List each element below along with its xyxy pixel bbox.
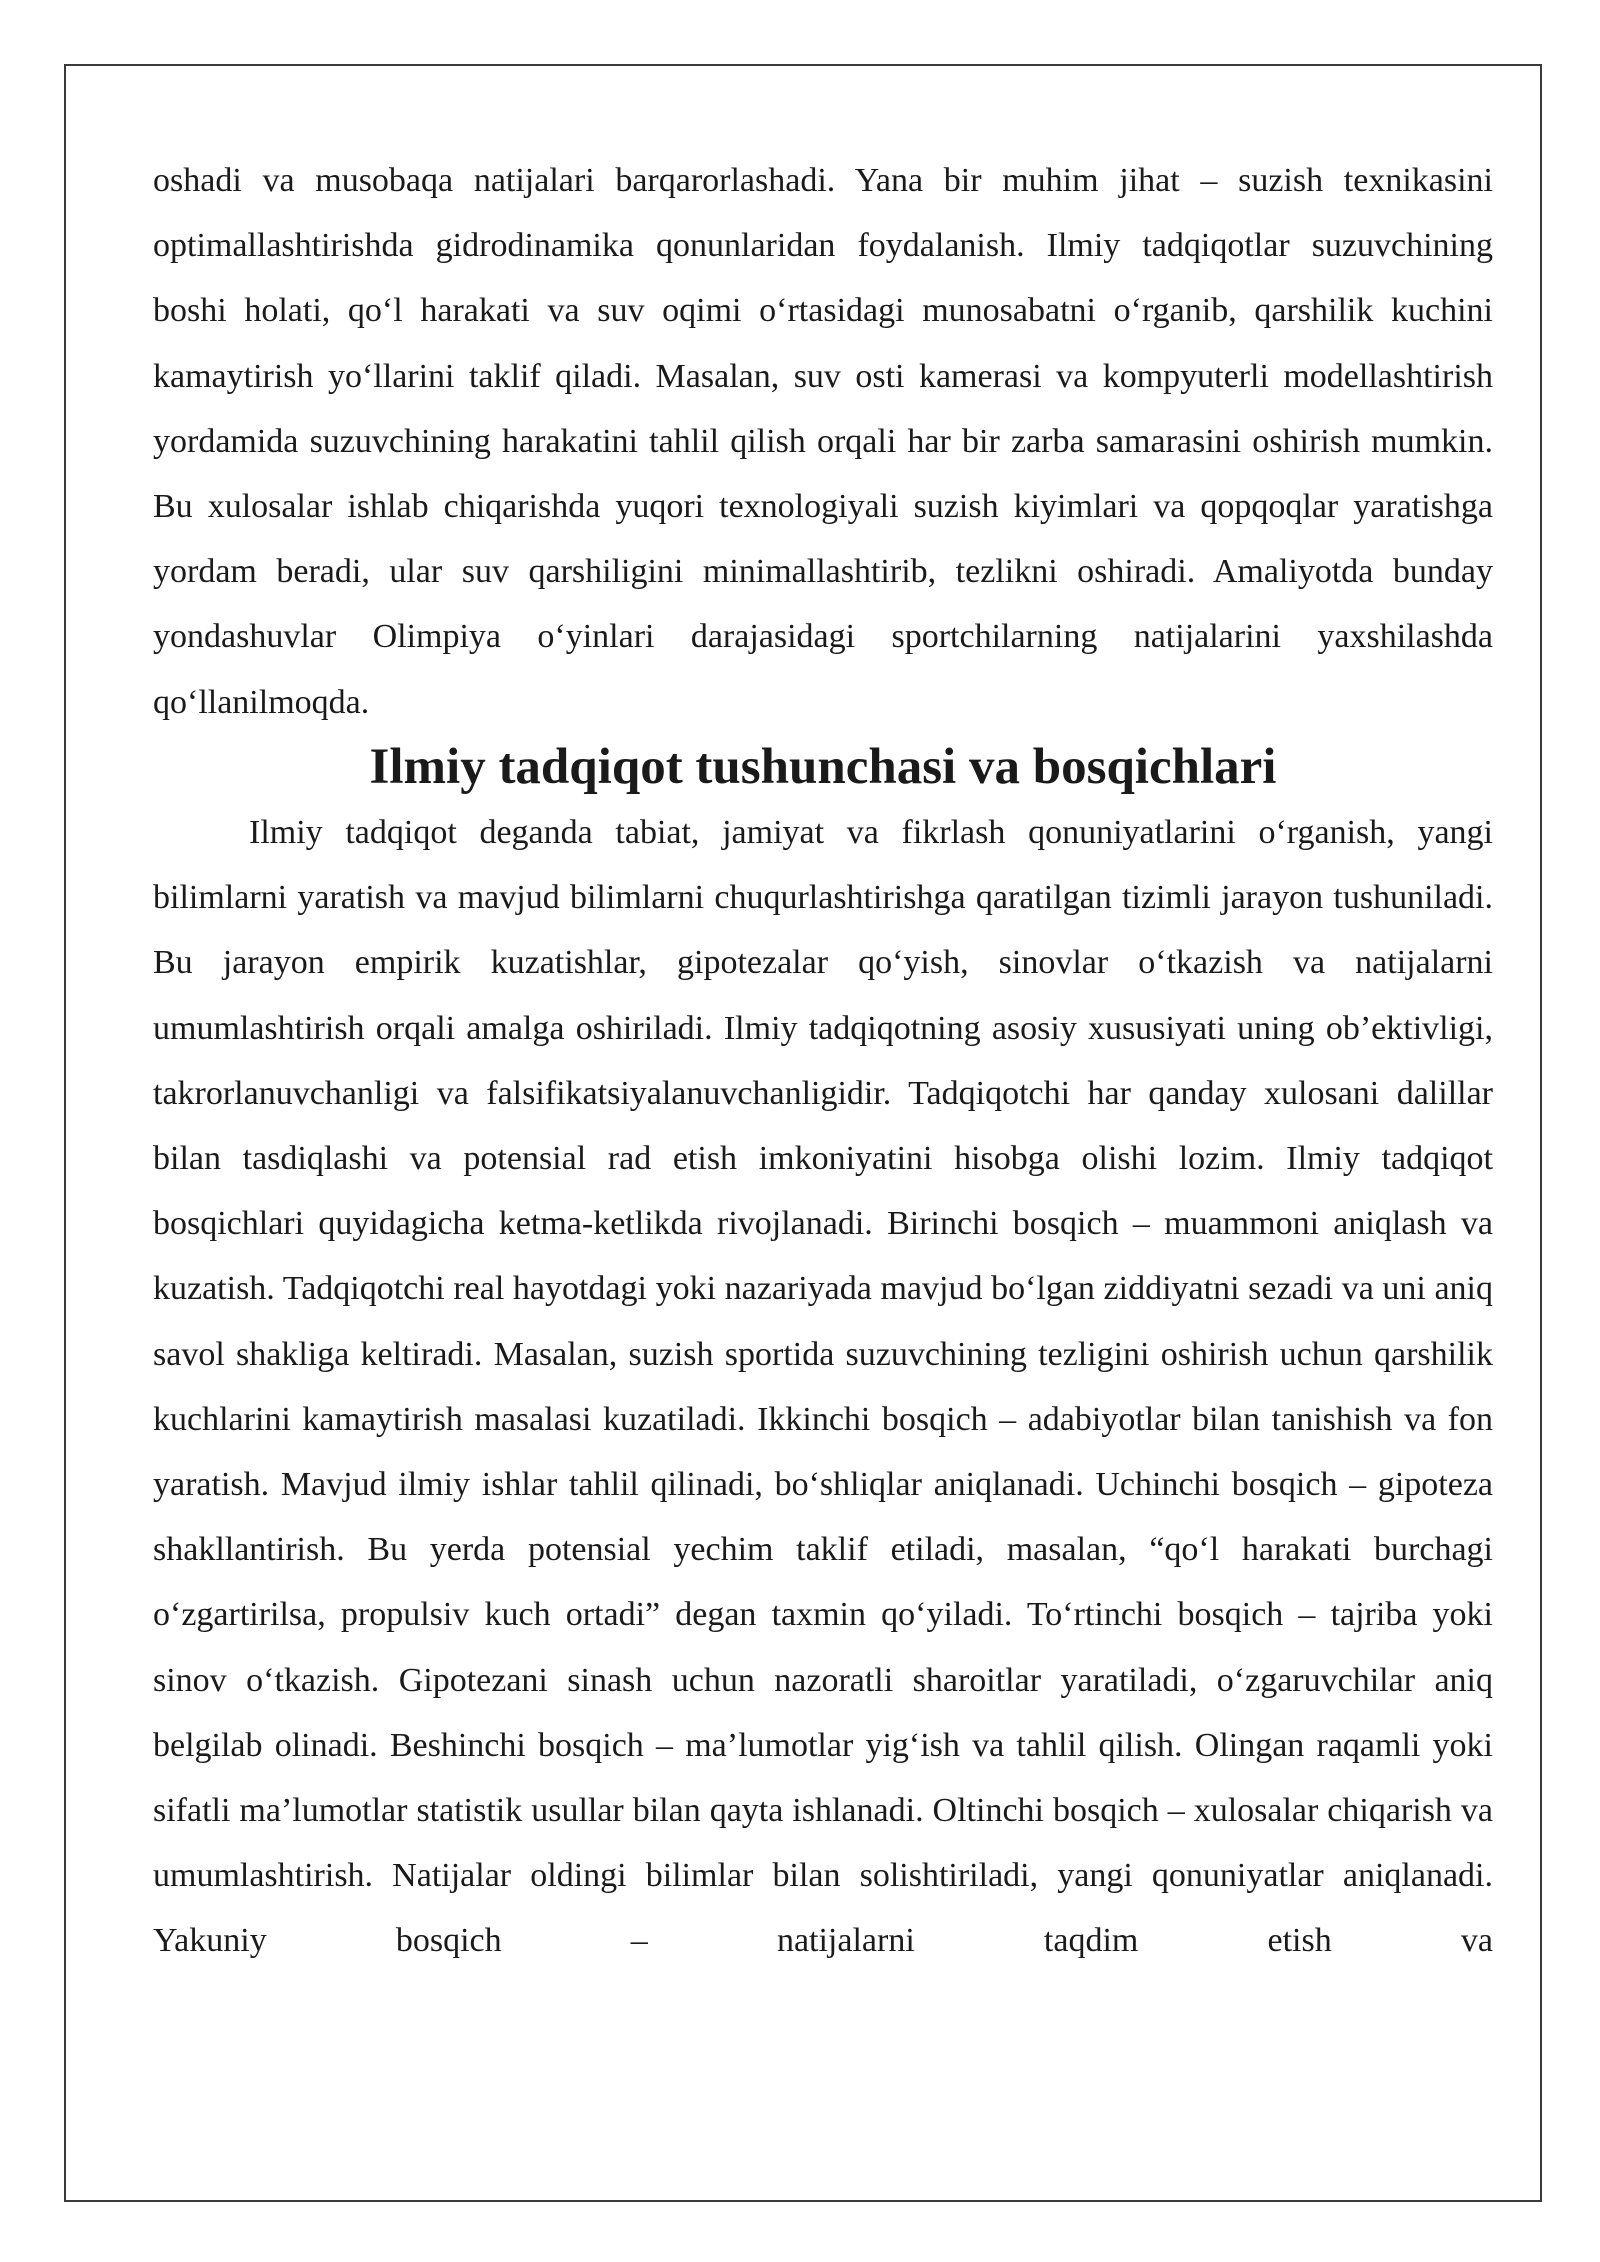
document-body	[153, 148, 1493, 1974]
section-heading: Ilmiy tadqiqot tushunchasi va bosqichlari	[369, 738, 1277, 795]
continuation-paragraph: oshadi va musobaqa natijalari barqarorlashadi. Yana bir muhim jihat – suzish texnikasini optimallashtirishda gidrodinamika qonunlaridan foydalanish. Ilmiy tadqiqotlar suzuvchining boshi holati, qo‘l harakati va suv oqimi o‘rtasidagi munosabatni o‘rganib, qarshilik kuchini kamaytirish yo‘llarini taklif qiladi. Masalan, suv osti kamerasi va kompyuterli modellashtirish yordamida suzuvchining harakatini tahlil qilish orqali har bir zarba samarasini oshirish mumkin. Bu xulosalar ishlab chiqarishda yuqori texnologiyali suzish kiyimlari va qopqoqlar yaratishga yordam beradi, ular suv qarshiligini minimallashtirib, tezlikni oshiradi. Amaliyotda bunday yondashuvlar Olimpiya o‘yinlari darajasidagi sportchilarning natijalarini yaxshilashda qo‘llanilmoqda.	[153, 162, 1493, 721]
main-paragraph: Ilmiy tadqiqot deganda tabiat, jamiyat va fikrlash qonuniyatlarini o‘rganish, yangi bilimlarni yaratish va mavjud bilimlarni chuqurlashtirishga qaratilgan tizimli jarayon tushuniladi. Bu jarayon empirik kuzatishlar, gipotezalar qo‘yish, sinovlar o‘tkazish va natijalarni umumlashtirish orqali amalga oshiriladi. Ilmiy tadqiqotning asosiy xususiyati uning ob’ektivligi, takrorlanuvchanligi va falsifikatsiyalanuvchanligidir. Tadqiqotchi har qanday xulosani dalillar bilan tasdiqlashi va potensial rad etish imkoniyatini hisobga olishi lozim. Ilmiy tadqiqot bosqichlari quyidagicha ketma-ketlikda rivojlanadi. Birinchi bosqich – muammoni aniqlash va kuzatish. Tadqiqotchi real hayotdagi yoki nazariyada mavjud bo‘lgan ziddiyatni sezadi va uni aniq savol shakliga keltiradi. Masalan, suzish sportida suzuvchining tezligini oshirish uchun qarshilik kuchlarini kamaytirish masalasi kuzatiladi. Ikkinchi bosqich – adabiyotlar bilan tanishish va fon yaratish. Mavjud ilmiy ishlar tahlil qilinadi, bo‘shliqlar aniqlanadi. Uchinchi bosqich – gipoteza shakllantirish. Bu yerda potensial yechim taklif etiladi, masalan, “qo‘l harakati burchagi o‘zgartirilsa, propulsiv kuch ortadi” degan taxmin qo‘yiladi. To‘rtinchi bosqich – tajriba yoki sinov o‘tkazish. Gipotezani sinash uchun nazoratli sharoitlar yaratiladi, o‘zgaruvchilar aniq belgilab olinadi. Beshinchi bosqich – ma’lumotlar yig‘ish va tahlil qilish. Olingan raqamli yoki sifatli ma’lumotlar statistik usullar bilan qayta ishlanadi. Oltinchi bosqich – xulosalar chiqarish va umumlashtirish. Natijalar oldingi bilimlar bilan solishtiriladi, yangi qonuniyatlar aniqlanadi. Yakuniy bosqich – natijalarni taqdim etish va	[153, 814, 1493, 1960]
